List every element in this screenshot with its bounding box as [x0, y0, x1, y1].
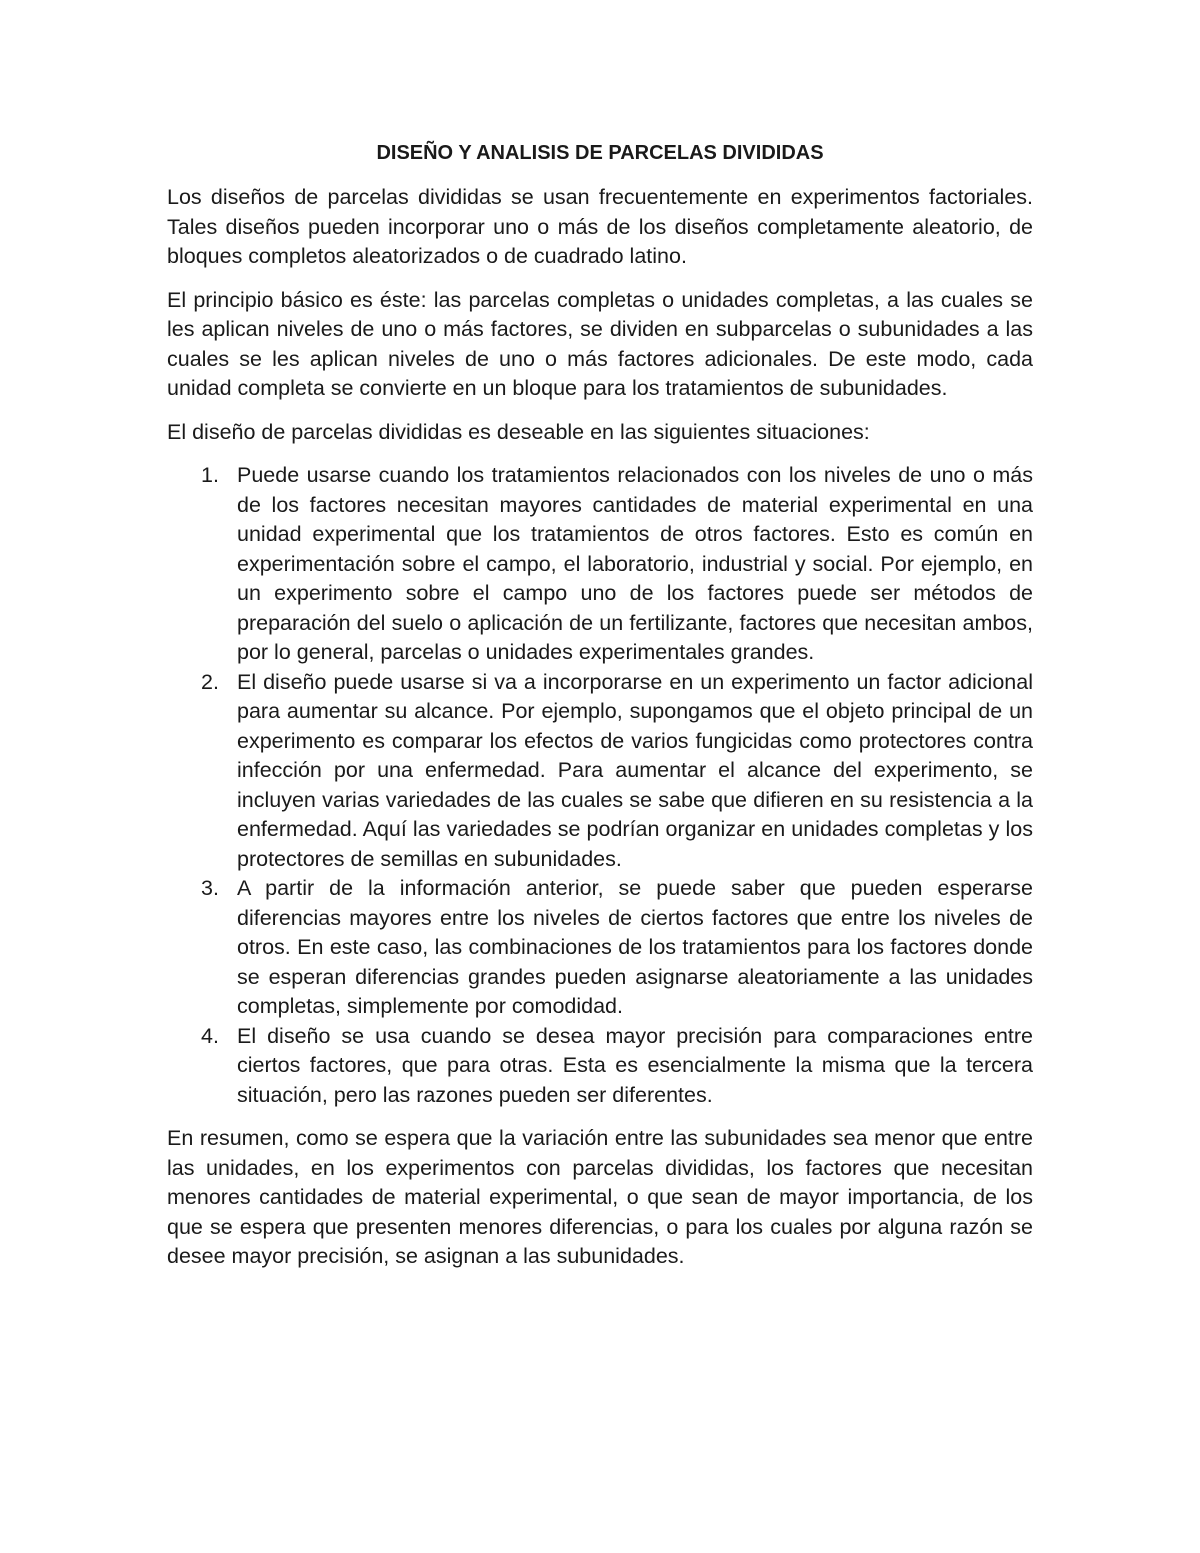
- paragraph-principle: El principio básico es éste: las parcelas completas o unidades completas, a las cuales se les aplican niveles de uno o más factores, se dividen en subparcelas o subunidades a las cuales se les aplican niveles de uno o más factores adicionales. De este modo, cada unidad completa se convierte en un bloque para los tratamientos de subunidades.: [167, 287, 1033, 400]
- list-item: [167, 874, 1033, 1022]
- list-item-text: El diseño puede usarse si va a incorporarse en un experimento un factor adicional para aumentar su alcance. Por ejemplo, supongamos que el objeto principal de un experimento es comparar los efectos de varios fungicidas como protectores contra infección por una enfermedad. Para aumentar el alcance del experimento, se incluyen varias variedades de las cuales se sabe que difieren en su resistencia a la enfermedad. Aquí las variedades se podrían organizar en unidades completas y los protectores de semillas en subunidades.: [237, 669, 1033, 871]
- situations-list: [167, 461, 1033, 1110]
- paragraph-situations-intro: El diseño de parcelas divididas es deseable en las siguientes situaciones:: [167, 419, 870, 444]
- list-item: [167, 461, 1033, 668]
- list-item-number: 4.: [201, 1023, 219, 1048]
- list-item-text: Puede usarse cuando los tratamientos relacionados con los niveles de uno o más de los factores necesitan mayores cantidades de material experimental en una unidad experimental que los tratamientos de otros factores. Esto es común en experimentación sobre el campo, el laboratorio, industrial y social. Por ejemplo, en un experimento sobre el campo uno de los factores puede ser métodos de preparación del suelo o aplicación de un fertilizante, factores que necesitan ambos, por lo general, parcelas o unidades experimentales grandes.: [237, 463, 1033, 664]
- list-item-text: A partir de la información anterior, se puede saber que pueden esperarse diferencias mayores entre los niveles de ciertos factores que entre los niveles de otros. En este caso, las combinaciones de los tratamientos para los factores donde se esperan diferencias grandes pueden asignarse aleatoriamente a las unidades completas, simplemente por comodidad.: [237, 876, 1033, 1018]
- list-item: [167, 668, 1033, 875]
- list-item-number: 1.: [201, 463, 219, 487]
- document-title: DISEÑO Y ANALISIS DE PARCELAS DIVIDIDAS: [376, 142, 824, 164]
- paragraph-conclusion: En resumen, como se espera que la variación entre las subunidades sea menor que entre las unidades, en los experimentos con parcelas divididas, los factores que necesitan menores cantidades de material experimental, o que sean de mayor importancia, de los que se espera que presenten menores diferencias, o para los cuales por alguna razón se desee mayor precisión, se asignan a las subunidades.: [167, 1126, 1033, 1268]
- list-item-text: El diseño se usa cuando se desea mayor precisión para comparaciones entre ciertos factores, que para otras. Esta es esencialmente la misma que la tercera situación, pero las razones pueden ser diferentes.: [237, 1023, 1033, 1107]
- list-item: [167, 1022, 1033, 1111]
- document-page: [167, 138, 1033, 1286]
- list-item-number: 3.: [201, 876, 219, 900]
- list-item-number: 2.: [201, 669, 219, 694]
- paragraph-intro: Los diseños de parcelas divididas se usan frecuentemente en experimentos factoriales. Tales diseños pueden incorporar uno o más de los diseños completamente aleatorio, de bloques completos aleatorizados o de cuadrado latino.: [167, 185, 1033, 268]
